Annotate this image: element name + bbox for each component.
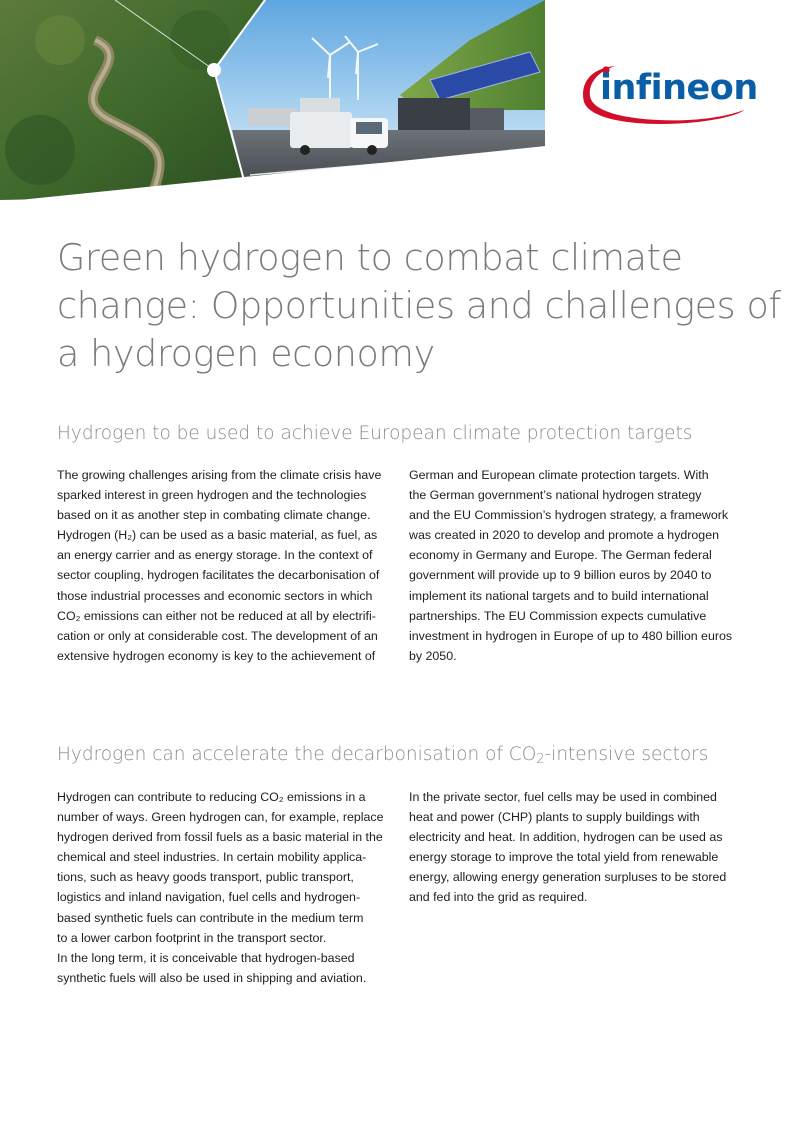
section1-left-column bbox=[57, 465, 393, 666]
paragraph-line: implement its national targets and to build international bbox=[409, 588, 709, 603]
paragraph-line: those industrial processes and economic sectors in which bbox=[57, 588, 373, 603]
paragraph-line: logistics and inland navigation, fuel cells and hydrogen- bbox=[57, 890, 361, 905]
paragraph-line: an energy carrier and as energy storage. In the context of bbox=[57, 548, 373, 563]
section2-left-column bbox=[57, 787, 393, 988]
paragraph-line: energy, allowing energy generation surpluses to be stored bbox=[409, 870, 727, 885]
paragraph-line: CO₂ emissions can either not be reduced at all by electrifi- bbox=[57, 608, 376, 623]
paragraph-line: sparked interest in green hydrogen and the technologies bbox=[57, 488, 367, 503]
paragraph-line: partnerships. The EU Commission expects cumulative bbox=[409, 608, 707, 623]
paragraph-line: based synthetic fuels can contribute in the medium term bbox=[57, 910, 364, 925]
paragraph-line: extensive hydrogen economy is key to the achievement of bbox=[57, 648, 376, 663]
paragraph-line: by 2050. bbox=[409, 648, 457, 663]
paragraph-line: The growing challenges arising from the climate crisis have bbox=[57, 468, 382, 482]
paragraph-line: heat and power (CHP) plants to supply buildings with bbox=[409, 810, 700, 825]
paragraph-line: In the private sector, fuel cells may be used in combined bbox=[409, 790, 717, 804]
paragraph-line: the German government’s national hydrogen strategy bbox=[409, 488, 702, 503]
section-heading-decarbonisation bbox=[57, 743, 708, 767]
paragraph-line: German and European climate protection targets. With bbox=[409, 468, 709, 482]
title-line: change: Opportunities and challenges of bbox=[57, 284, 781, 327]
paragraph-line: electricity and heat. In addition, hydrogen can be used as bbox=[409, 830, 723, 845]
paragraph-line: and fed into the grid as required. bbox=[409, 890, 588, 905]
paragraph-line: and the EU Commission’s hydrogen strategy, a framework bbox=[409, 508, 729, 523]
paragraph-line: number of ways. Green hydrogen can, for example, replace bbox=[57, 810, 384, 825]
infineon-logo bbox=[578, 56, 758, 132]
paragraph-line: Hydrogen (H₂) can be used as a basic material, as fuel, as bbox=[57, 528, 378, 543]
paragraph-line: to a lower carbon footprint in the transport sector. bbox=[57, 930, 327, 945]
paragraph-line: Hydrogen can contribute to reducing CO₂ emissions in a bbox=[57, 790, 366, 804]
paragraph-line: government will provide up to 9 billion euros by 2040 to bbox=[409, 568, 712, 583]
logo-wordmark: infineon bbox=[600, 68, 758, 108]
section1-right-column bbox=[409, 465, 745, 666]
title-line: Green hydrogen to combat climate bbox=[57, 236, 683, 279]
paragraph-line: synthetic fuels will also be used in shipping and aviation. bbox=[57, 970, 367, 985]
section2-right-column bbox=[409, 787, 745, 908]
paragraph-line: In the long term, it is conceivable that hydrogen-based bbox=[57, 950, 355, 965]
paragraph-line: cation or only at considerable cost. The development of an bbox=[57, 628, 378, 643]
paragraph-line: energy storage to improve the total yield from renewable bbox=[409, 850, 719, 865]
paragraph-line: economy in Germany and Europe. The German federal bbox=[409, 548, 712, 563]
paragraph-line: tions, such as heavy goods transport, public transport, bbox=[57, 870, 354, 885]
section-heading-climate-targets: Hydrogen to be used to achieve European climate protection targets bbox=[57, 423, 693, 444]
paragraph-line: investment in hydrogen in Europe of up to 480 billion euros bbox=[409, 628, 733, 643]
document-title bbox=[57, 234, 781, 378]
heading-subscript: 2 bbox=[536, 752, 545, 768]
paragraph-line: hydrogen derived from fossil fuels as a basic material in the bbox=[57, 830, 383, 845]
paragraph-line: chemical and steel industries. In certain mobility applica- bbox=[57, 850, 367, 865]
paragraph-line: based on it as another step in combating climate change. bbox=[57, 508, 371, 523]
heading-text: Hydrogen can accelerate the decarbonisation of CO bbox=[57, 744, 537, 765]
paragraph-line: was created in 2020 to develop and promote a hydrogen bbox=[409, 528, 719, 543]
paragraph-line: sector coupling, hydrogen facilitates the decarbonisation of bbox=[57, 568, 380, 583]
title-line: a hydrogen economy bbox=[57, 332, 435, 375]
heading-text: -intensive sectors bbox=[544, 744, 709, 765]
